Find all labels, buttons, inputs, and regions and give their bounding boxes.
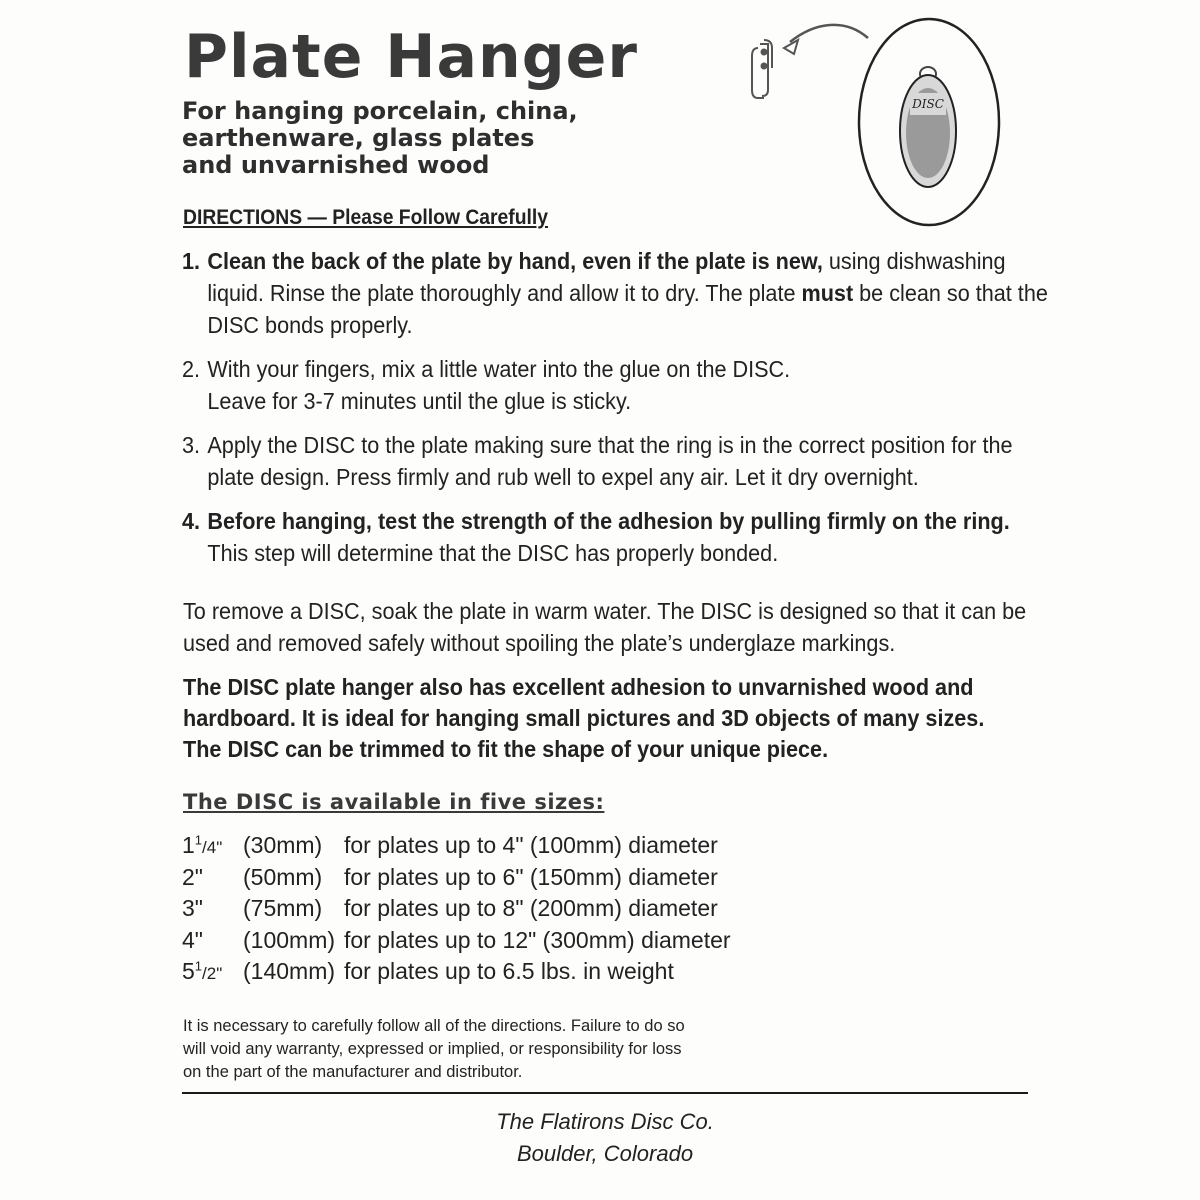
size-inches: 2" [182,863,203,890]
disc-label: DISC [912,97,944,111]
step-text: be clean so that the DISC bonds properly. [207,280,1048,338]
size-mm: (30mm) [243,832,323,858]
paragraph-line: The DISC plate hanger also has excellent adhesion to unvarnished wood and [183,674,974,700]
directions-heading: DIRECTIONS — Please Follow Carefully [183,206,549,229]
table-row [182,895,802,927]
subtitle [182,98,702,179]
step-bold-text: Clean the back of the plate by hand, even if the plate is new, [207,248,823,274]
page-title: Plate Hanger [184,22,638,92]
disclaimer-line: will void any warranty, expressed or implied, or responsibility for loss [183,1040,682,1058]
subtitle-line: earthenware, glass plates [182,124,535,152]
table-row [182,958,802,990]
disclaimer-line: on the part of the manufacturer and distributor. [183,1063,523,1081]
step-text: Apply the DISC to the plate making sure that the ring is in the correct position for the plate design. Press firmly and rub well to expel any air. Let it dry overnight. [207,432,1013,490]
remove-paragraph: To remove a DISC, soak the plate in warm water. The DISC is designed so that it can be used and removed safely without spoiling the plate’s underglaze markings. [183,598,1027,656]
size-description: for plates up to 4" (100mm) diameter [344,832,718,858]
size-inches: $5^1/2$" [182,958,223,984]
list-item [182,505,1053,569]
company-location: Boulder, Colorado [516,1141,694,1166]
size-mm: (50mm) [243,863,323,890]
subtitle-line: and unvarnished wood [182,151,490,179]
plate-hanger-illustration [740,10,1020,235]
list-item [182,353,1053,417]
list-item [182,429,1053,493]
list-item [182,245,1053,341]
subtitle-line: For hanging porcelain, china, [182,97,578,125]
size-inches: 3" [182,895,203,921]
step-text: This step will determine that the DISC has properly bonded. [207,540,779,566]
step-number: 3. [182,432,201,458]
size-mm: (75mm) [243,895,323,921]
paragraph-line: hardboard. It is ideal for hanging small pictures and 3D objects of many sizes. [183,705,985,731]
paragraph-line: The DISC can be trimmed to fit the shape of your unique piece. [183,736,829,762]
table-row [182,832,802,864]
disclaimer-line: It is necessary to carefully follow all of the directions. Failure to do so [183,1017,685,1035]
hook-icon [752,40,772,98]
company-name: The Flatirons Disc Co. [496,1109,714,1134]
arrow-icon [784,25,868,54]
size-inches: $1^1/4$" [182,832,223,858]
step-number: 1. [182,248,201,274]
step-number: 4. [182,508,201,534]
step-text: With your fingers, mix a little water into the glue on the DISC. [207,356,791,382]
disclaimer [183,1015,803,1084]
size-description: for plates up to 8" (200mm) diameter [344,895,718,921]
size-description: for plates up to 12" (300mm) diameter [344,926,731,953]
step-text: using dishwashing liquid. Rinse the plate thoroughly and allow it to dry. The plate [207,248,1006,306]
sizes-heading: The DISC is available in five sizes: [183,790,605,814]
size-description: for plates up to 6" (150mm) diameter [344,863,718,890]
table-row [182,927,802,959]
sizes-table [182,832,802,990]
wood-paragraph [183,672,1029,765]
table-row [182,864,802,896]
steps-list [182,245,1062,581]
step-bold-text: must [801,280,854,306]
size-mm: (140mm) [243,958,336,984]
size-mm: (100mm) [243,926,336,953]
divider [182,1092,1028,1094]
size-description: for plates up to 6.5 lbs. in weight [344,958,674,984]
step-text: Leave for 3-7 minutes until the glue is sticky. [207,388,632,414]
company-info [400,1106,810,1170]
step-bold-text: Before hanging, test the strength of the adhesion by pulling firmly on the ring. [207,508,1010,534]
step-number: 2. [182,356,201,382]
size-inches: 4" [182,926,203,953]
